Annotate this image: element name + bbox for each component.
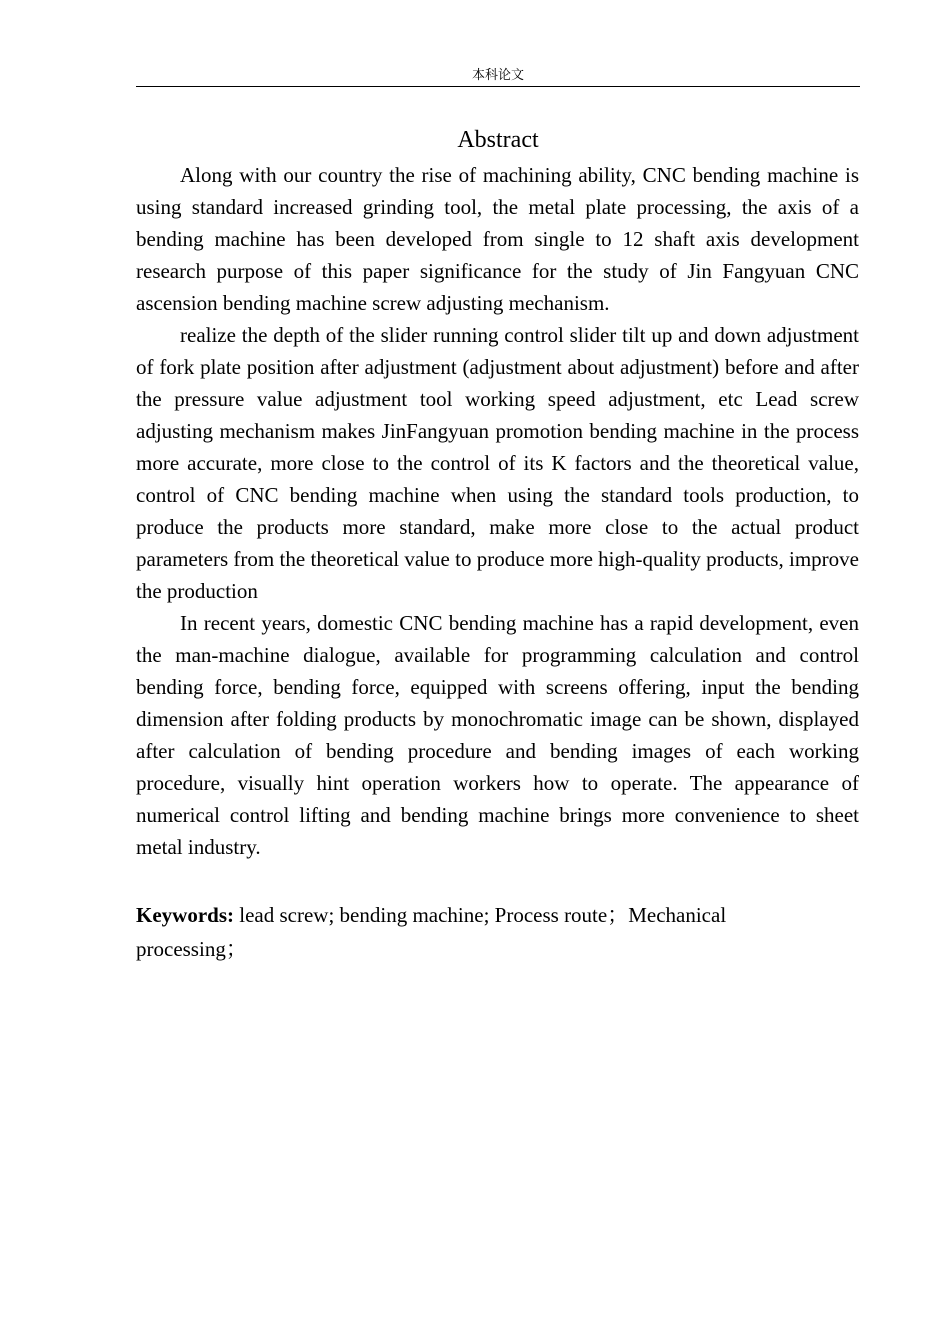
keywords-line xyxy=(136,898,776,966)
abstract-paragraph-1: Along with our country the rise of machining ability, CNC bending machine is using standard increased grinding tool, the metal plate processing, the axis of a bending machine has been developed from single to 12 shaft axis development research purpose of this paper significance for the study of Jin Fangyuan CNC ascension bending machine screw adjusting mechanism. xyxy=(136,163,859,315)
page-header xyxy=(136,66,860,87)
abstract-title: Abstract xyxy=(457,127,539,153)
abstract-paragraph-2: realize the depth of the slider running control slider tilt up and down adjustment of fork plate position after adjustment (adjustment about adjustment) before and after the pressure value adjustment tool working speed adjustment, etc Lead screw adjusting mechanism makes JinFangyuan promotion bending machine in the process more accurate, more close to the control of its K factors and the theoretical value, control of CNC bending machine when using the standard tools production, to produce the products more standard, make more close to the actual product parameters from the theoretical value to produce more high-quality products, improve the production xyxy=(136,323,859,603)
keywords-label: Keywords: xyxy=(136,903,234,927)
running-title: 本科论文 xyxy=(471,68,524,83)
abstract-body xyxy=(136,159,859,863)
keywords-text: lead screw; bending machine; Process route；Mechanical processing； xyxy=(136,903,727,961)
abstract-paragraph-3: In recent years, domestic CNC bending machine has a rapid development, even the man-machine dialogue, available for programming calculation and control bending force, bending force, equipped with screens offering, input the bending dimension after folding products by monochromatic image can be shown, displayed after calculation of bending procedure and bending images of each working procedure, visually hint operation workers how to operate. The appearance of numerical control lifting and bending machine brings more convenience to sheet metal industry. xyxy=(136,611,859,859)
